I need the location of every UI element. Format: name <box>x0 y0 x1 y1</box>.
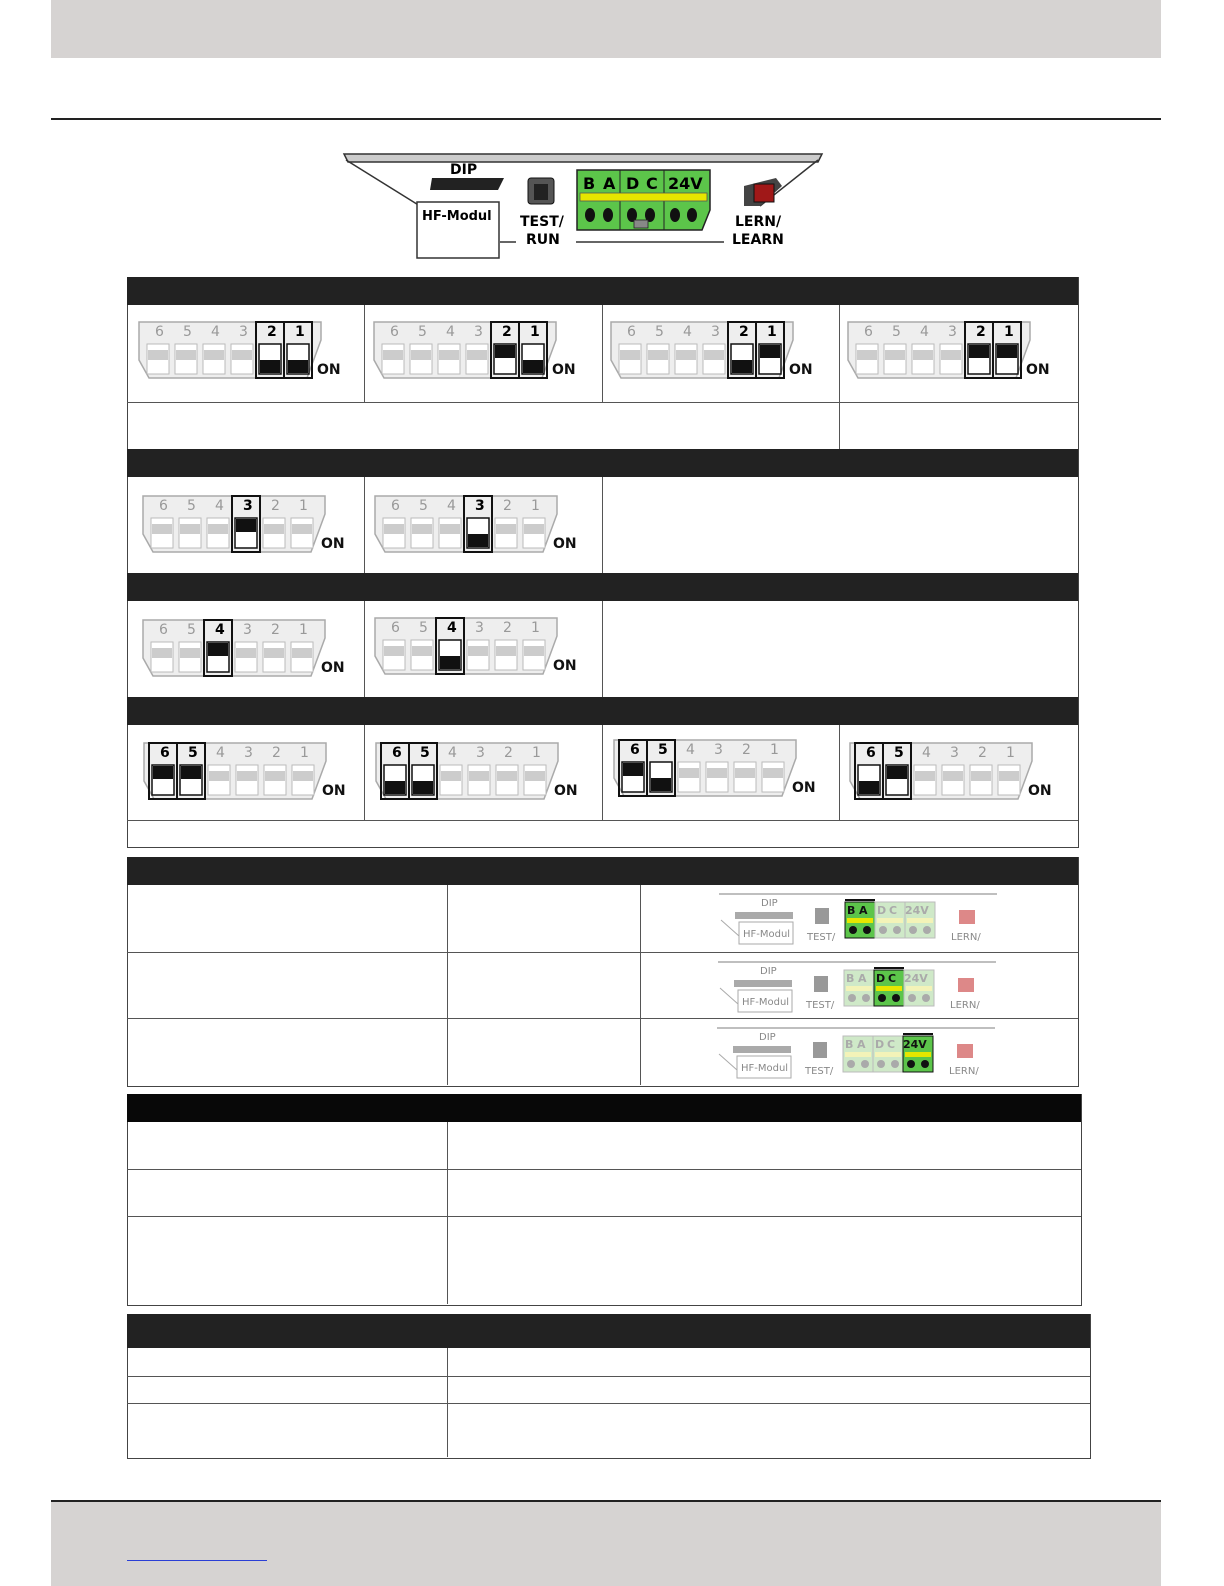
dip-number-2: 2 <box>978 745 987 761</box>
dip-on-label: ON <box>321 660 345 676</box>
dip-number-2: 2 <box>502 324 512 340</box>
mini-terminal-label: B <box>847 904 856 917</box>
dip-number-6: 6 <box>391 498 400 514</box>
dip-number-5: 5 <box>892 324 901 340</box>
dip-number-2: 2 <box>503 498 512 514</box>
dip-number-6: 6 <box>627 324 636 340</box>
terminal-block <box>577 170 710 230</box>
dip-number-4: 4 <box>216 745 225 761</box>
terminal-mini-diagram <box>718 960 998 1016</box>
dip-number-6: 6 <box>155 324 164 340</box>
dip-number-2: 2 <box>271 622 280 638</box>
mini-terminal-label: C <box>889 904 898 917</box>
dip-switch <box>141 618 351 684</box>
mini-dip-label: DIP <box>760 966 777 977</box>
dip-switch <box>142 741 352 807</box>
dip-number-4: 4 <box>215 498 224 514</box>
header-rule <box>51 118 1161 120</box>
dip-number-4: 4 <box>448 745 457 761</box>
learn-label: LEARN <box>732 232 784 248</box>
dip-switch <box>373 616 583 682</box>
dip-number-6: 6 <box>390 324 399 340</box>
dip-number-5: 5 <box>183 324 192 340</box>
dip-number-5: 5 <box>187 622 196 638</box>
dip-number-2: 2 <box>272 745 281 761</box>
dip-number-1: 1 <box>1004 324 1014 340</box>
dip-number-2: 2 <box>739 324 749 340</box>
mini-hf-label: HF-Modul <box>743 929 791 940</box>
section-header-2 <box>127 449 1078 477</box>
hf-modul-label: HF-Modul <box>422 209 492 224</box>
dip-number-6: 6 <box>159 622 168 638</box>
mini-terminal-label: B <box>846 972 855 985</box>
dip-switch <box>372 320 582 386</box>
mini-terminal-label: 24V <box>904 972 928 985</box>
dip-number-1: 1 <box>767 324 777 340</box>
dip-number-1: 1 <box>300 745 309 761</box>
mini-hf-label: HF-Modul <box>741 1063 789 1074</box>
dip-number-6: 6 <box>630 742 640 758</box>
section-header-4 <box>127 697 1078 725</box>
dip-switch <box>848 741 1058 807</box>
dip-block <box>430 162 504 190</box>
dip-number-5: 5 <box>419 620 428 636</box>
section-header-7 <box>127 1314 1090 1348</box>
dip-number-2: 2 <box>742 742 751 758</box>
dip-number-3: 3 <box>475 498 485 514</box>
dip-number-1: 1 <box>299 622 308 638</box>
dip-number-1: 1 <box>295 324 305 340</box>
terminal-a: A <box>603 174 616 193</box>
dip-number-4: 4 <box>920 324 929 340</box>
dip-number-5: 5 <box>658 742 668 758</box>
section-header-5 <box>127 857 1078 885</box>
section-header-3 <box>127 573 1078 601</box>
dip-number-3: 3 <box>243 498 253 514</box>
mini-dip-label: DIP <box>761 898 778 909</box>
section-header-1 <box>127 277 1078 305</box>
dip-on-label: ON <box>792 780 816 796</box>
dip-number-4: 4 <box>447 620 457 636</box>
dip-number-3: 3 <box>714 742 723 758</box>
dip-on-label: ON <box>552 362 576 378</box>
dip-number-5: 5 <box>894 745 904 761</box>
dip-number-4: 4 <box>683 324 692 340</box>
header-band <box>51 0 1161 58</box>
dip-number-5: 5 <box>655 324 664 340</box>
dip-number-2: 2 <box>976 324 986 340</box>
dip-on-label: ON <box>553 658 577 674</box>
test-label: TEST/ <box>520 214 564 230</box>
dip-number-1: 1 <box>770 742 779 758</box>
mini-terminal-label: A <box>857 1038 866 1051</box>
dip-on-label: ON <box>321 536 345 552</box>
terminal-24v: 24V <box>668 174 703 193</box>
dip-number-3: 3 <box>711 324 720 340</box>
dip-number-4: 4 <box>446 324 455 340</box>
dip-number-5: 5 <box>418 324 427 340</box>
mini-terminal-label: D <box>876 972 886 985</box>
dip-number-2: 2 <box>504 745 513 761</box>
footer-band <box>51 1500 1161 1586</box>
dip-number-4: 4 <box>686 742 695 758</box>
dip-on-label: ON <box>1026 362 1050 378</box>
dip-number-6: 6 <box>159 498 168 514</box>
dip-number-1: 1 <box>531 498 540 514</box>
info-table-1 <box>127 1094 1082 1306</box>
mini-terminal-label: 24V <box>905 904 929 917</box>
dip-number-4: 4 <box>215 622 225 638</box>
mini-terminal-label: D <box>875 1038 885 1051</box>
lern-learn-button <box>744 178 782 206</box>
terminal-d: D <box>626 174 640 193</box>
lern-label: LERN/ <box>735 214 782 230</box>
mini-terminal-label: B <box>845 1038 854 1051</box>
mini-terminal-label: A <box>858 972 867 985</box>
dip-on-label: ON <box>553 536 577 552</box>
dip-number-6: 6 <box>864 324 873 340</box>
mini-test-label: TEST/ <box>807 932 836 943</box>
terminal-b: B <box>583 174 596 193</box>
dip-number-5: 5 <box>188 745 198 761</box>
dip-label: DIP <box>450 162 478 178</box>
dip-on-label: ON <box>317 362 341 378</box>
mini-terminal-label: D <box>877 904 887 917</box>
dip-number-1: 1 <box>1006 745 1015 761</box>
mini-terminal-label: C <box>888 972 897 985</box>
dip-number-4: 4 <box>447 498 456 514</box>
mini-lern-label: LERN/ <box>951 932 981 943</box>
mini-terminal-label: C <box>887 1038 896 1051</box>
dip-on-label: ON <box>322 783 346 799</box>
dip-number-3: 3 <box>475 620 484 636</box>
mini-hf-label: HF-Modul <box>742 997 790 1008</box>
terminal-mini-diagram <box>719 892 999 948</box>
mini-terminal-label: A <box>859 904 868 917</box>
dip-number-6: 6 <box>160 745 170 761</box>
dip-switch <box>137 320 347 386</box>
dip-number-6: 6 <box>391 620 400 636</box>
dip-on-label: ON <box>1028 783 1052 799</box>
mini-lern-label: LERN/ <box>949 1066 979 1077</box>
dip-number-3: 3 <box>950 745 959 761</box>
dip-number-5: 5 <box>187 498 196 514</box>
dip-on-label: ON <box>789 362 813 378</box>
mini-dip-label: DIP <box>759 1032 776 1043</box>
footer-link-underline <box>127 1560 267 1561</box>
dip-number-2: 2 <box>267 324 277 340</box>
dip-number-3: 3 <box>239 324 248 340</box>
terminal-c: C <box>646 174 658 193</box>
dip-switch <box>373 494 583 560</box>
section-header-6 <box>127 1094 1081 1122</box>
run-label: RUN <box>526 232 560 248</box>
dip-number-5: 5 <box>419 498 428 514</box>
mini-terminal-label: 24V <box>903 1038 927 1051</box>
dip-number-3: 3 <box>243 622 252 638</box>
dip-number-1: 1 <box>532 745 541 761</box>
dip-switch <box>846 320 1056 386</box>
dip-number-4: 4 <box>211 324 220 340</box>
mini-test-label: TEST/ <box>806 1000 835 1011</box>
dip-on-label: ON <box>554 783 578 799</box>
dip-number-2: 2 <box>503 620 512 636</box>
dip-number-1: 1 <box>531 620 540 636</box>
dip-number-1: 1 <box>530 324 540 340</box>
dip-number-3: 3 <box>474 324 483 340</box>
dip-number-4: 4 <box>922 745 931 761</box>
control-panel-diagram <box>340 150 826 262</box>
dip-switch <box>612 738 822 804</box>
dip-number-3: 3 <box>476 745 485 761</box>
dip-number-1: 1 <box>299 498 308 514</box>
dip-switch <box>141 494 351 560</box>
mini-test-label: TEST/ <box>805 1066 834 1077</box>
mini-lern-label: LERN/ <box>950 1000 980 1011</box>
dip-number-6: 6 <box>866 745 876 761</box>
dip-number-6: 6 <box>392 745 402 761</box>
test-run-button <box>528 178 554 204</box>
dip-number-5: 5 <box>420 745 430 761</box>
dip-switch <box>374 741 584 807</box>
dip-switch <box>609 320 819 386</box>
terminal-mini-diagram <box>717 1026 997 1082</box>
dip-number-3: 3 <box>244 745 253 761</box>
dip-number-3: 3 <box>948 324 957 340</box>
dip-number-2: 2 <box>271 498 280 514</box>
